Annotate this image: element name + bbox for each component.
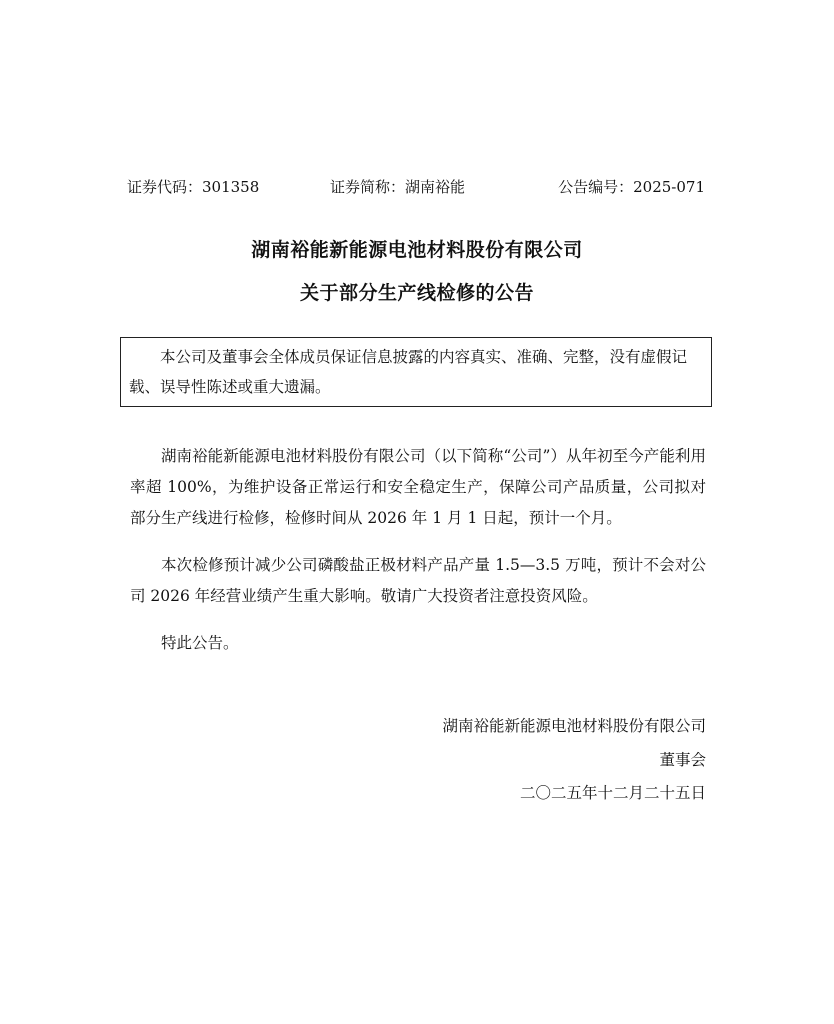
stock-code: 证券代码：301358 — [127, 178, 260, 196]
disclosure-statement-box — [120, 337, 712, 407]
announcement-number: 公告编号：2025-071 — [558, 178, 705, 196]
document-title-subject: 关于部分生产线检修的公告 — [299, 282, 534, 304]
closing-paragraph: 特此公告。 — [161, 634, 239, 652]
stock-abbreviation: 证券简称：湖南裕能 — [330, 178, 466, 196]
body-paragraph: 本次检修预计减少公司磷酸盐正极材料产品产量 1.5—3.5 万吨，预计不会对公司 2026 年经营业绩产生重大影响。敬请广大投资者注意投资风险。 — [130, 556, 706, 605]
signature-board: 董事会 — [659, 751, 706, 769]
signature-company: 湖南裕能新能源电池材料股份有限公司 — [442, 717, 706, 735]
document-header — [127, 176, 705, 198]
disclosure-statement-text: 本公司及董事会全体成员保证信息披露的内容真实、准确、完整，没有虚假记载、误导性陈述或重大遗漏。 — [129, 348, 688, 396]
signature-date: 二〇二五年十二月二十五日 — [519, 784, 706, 802]
document-title-company: 湖南裕能新能源电池材料股份有限公司 — [251, 239, 583, 261]
body-paragraph: 湖南裕能新能源电池材料股份有限公司（以下简称“公司”）从年初至今产能利用率超 100%，为维护设备正常运行和安全稳定生产，保障公司产品质量，公司拟对部分生产线进行检修，检修时间从 2026 年 1 月 1 日起，预计一个月。 — [130, 447, 706, 527]
